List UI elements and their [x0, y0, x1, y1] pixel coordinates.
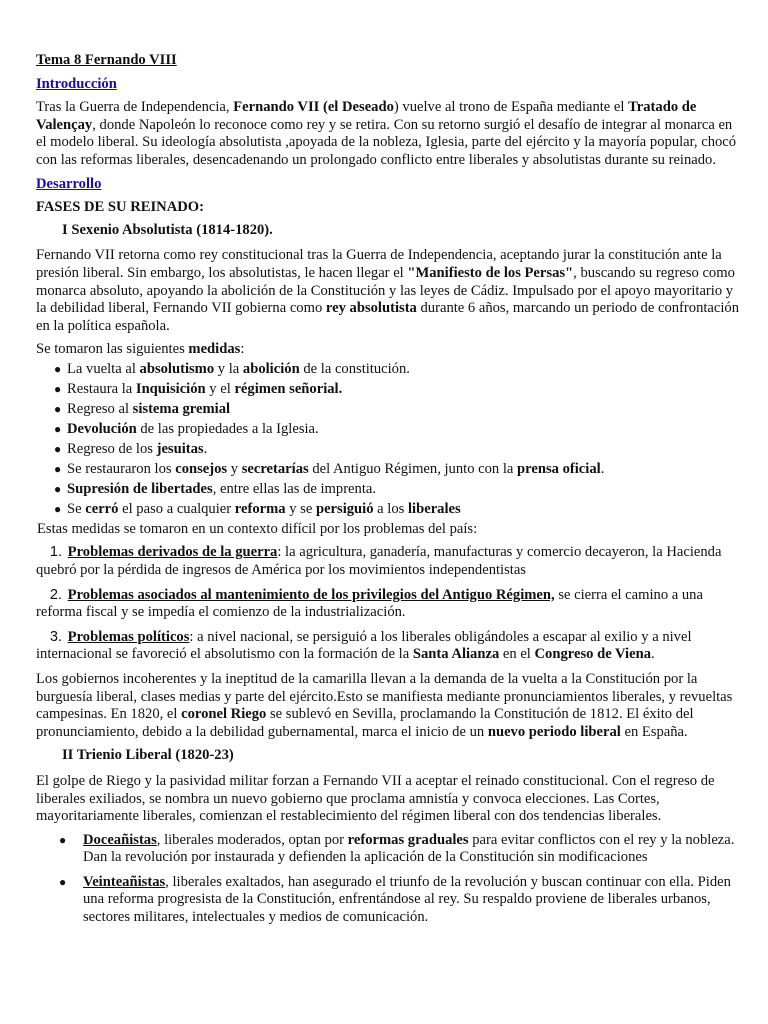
text-run: y el	[205, 380, 235, 397]
text-run: del Antiguo Régimen, junto con la	[308, 460, 518, 477]
bold-run: Santa Alianza	[412, 646, 500, 663]
bold-run: Tratado de Valençay	[36, 99, 697, 133]
document-page	[36, 52, 740, 934]
text-run: en el	[499, 646, 535, 663]
bold-run: "Manifiesto de los Persas"	[407, 264, 574, 281]
item-number: 2.	[49, 586, 62, 603]
problem-item-3	[36, 629, 740, 664]
list-item	[54, 441, 740, 459]
bold-run: abolición	[242, 360, 300, 377]
bold-run: coronel Riego	[181, 706, 267, 723]
introduccion-link[interactable]: Introducción	[36, 75, 117, 92]
item-number: 3.	[49, 628, 62, 645]
bold-run: persiguió	[315, 500, 374, 517]
text-run: Tras la Guerra de Independencia,	[36, 99, 234, 116]
text-run: Se	[67, 500, 86, 517]
trienio-paragraph: El golpe de Riego y la pasividad militar forzan a Fernando VII a aceptar el reinado constitucional. Con el regreso de liberales exiliados, se nombra un nuevo gobierno que proclama amnistía y convoca elecciones. Las Cortes, mayoritariamente liberales, comienzan el restablecimiento del régimen liberal con dos tendencias liberales.	[36, 772, 715, 825]
text-run: Regreso al	[67, 400, 133, 417]
problem-item-1	[36, 544, 740, 579]
sexenio-closing-paragraph	[36, 671, 740, 741]
phases-heading: FASES DE SU REINADO:	[36, 199, 204, 216]
list-item	[54, 461, 740, 479]
text-run: Se tomaron las siguientes	[36, 341, 189, 358]
text-run: y la	[214, 360, 243, 377]
bold-run: nuevo periodo liberal	[487, 723, 621, 740]
text-run: La vuelta al	[67, 360, 140, 377]
list-item	[54, 421, 740, 439]
measures-list	[36, 361, 740, 518]
bold-run: reformas graduales	[347, 831, 469, 848]
context-line: Estas medidas se tomaron en un contexto difícil por los problemas del país:	[37, 520, 478, 537]
text-run: se sublevó en Sevilla, proclamando la Constitución de 1812. El éxito del pronunciamiento, debido a la debilidad gubernamental, marca el inicio de un	[36, 706, 694, 740]
bold-run: Supresión de libertades	[67, 480, 213, 497]
bold-run: cerró	[85, 500, 119, 517]
text-run: ) vuelve al trono de España mediante el	[393, 99, 629, 116]
bold-run: rey absolutista	[325, 300, 417, 317]
text-run: , liberales exaltados, han asegurado el triunfo de la revolución y buscan continuar con ella. Piden una reforma progresista de la Constitución, enfrentándose al rey. Su respaldo proviene de liberales urbanos, sectores militares, intelectuales y medios de comunicación.	[83, 873, 731, 926]
text-run: .	[651, 646, 655, 663]
text-run: para evitar conflictos con el rey y la nobleza. Dan la revolución por instaurada y defienden la aplicación de la Constitución sin modificaciones	[83, 831, 735, 866]
text-run: Los gobiernos incoherentes y la ineptitud de la camarilla llevan a la demanda de la vuelta a la Constitución por la burguesía liberal, clases medias y parte del ejército.Esto se manifiesta mediante pronunciamientos liberales, y revueltas campesinas. En 1820, el	[36, 670, 733, 723]
list-item	[54, 501, 740, 519]
text-run: : a nivel nacional, se persiguió a los liberales obligándoles a escapar al exilio y a nivel internacional se favoreció el absolutismo con la formación de la	[36, 628, 692, 663]
text-run: a los	[373, 500, 408, 517]
intro-paragraph	[36, 99, 740, 169]
bold-run: consejos	[175, 460, 228, 477]
bold-run: régimen señorial.	[234, 380, 343, 397]
problem-title: Problemas asociados al mantenimiento de los privilegios del Antiguo Régimen,	[67, 586, 555, 603]
bold-run: Devolución	[67, 420, 137, 437]
list-item	[83, 832, 740, 867]
text-run: Restaura la	[67, 380, 136, 397]
text-run: el paso a cualquier	[118, 500, 235, 517]
trienio-heading: II Trienio Liberal (1820-23)	[62, 747, 234, 764]
bold-run: secretarías	[241, 460, 309, 477]
list-item	[54, 481, 740, 499]
liberal-groups-list	[36, 832, 740, 927]
desarrollo-link[interactable]: Desarrollo	[36, 175, 102, 192]
text-run: :	[240, 341, 245, 358]
text-run: : la agricultura, ganadería, manufacturas y comercio decayeron, la Hacienda quebró por la pérdida de ingresos de América por los movimientos independentistas	[36, 544, 722, 578]
text-run: de las propiedades a la Iglesia.	[136, 420, 319, 437]
bold-run: jesuitas	[156, 440, 204, 457]
sexenio-paragraph	[36, 247, 740, 335]
text-run: , liberales moderados, optan por	[156, 831, 348, 848]
bold-run: Fernando VII (el Deseado	[233, 99, 394, 116]
text-run: durante 6 años, marcando un periodo de confrontación en la política española.	[36, 300, 740, 334]
text-run: .	[600, 460, 605, 477]
text-run: y se	[285, 500, 316, 517]
bold-run: Congreso de Viena	[534, 646, 652, 663]
bold-run: liberales	[408, 500, 461, 517]
text-run: en España.	[620, 723, 688, 740]
bold-run: absolutismo	[139, 360, 215, 377]
text-run: Fernando VII retorna como rey constitucional tras la Guerra de Independencia, aceptando jurar la constitución ante la presión liberal. Sin embargo, los absolutistas, le hacen llegar el	[36, 247, 722, 281]
text-run: de la constitución.	[299, 360, 410, 377]
group-name: Doceañistas	[83, 831, 157, 848]
group-name: Veinteañistas	[83, 873, 166, 890]
problem-title: Problemas políticos	[67, 628, 190, 645]
problem-title: Problemas derivados de la guerra	[67, 544, 278, 561]
bold-run: Inquisición	[135, 380, 206, 397]
measures-intro	[36, 341, 740, 359]
bold-run: sistema gremial	[132, 400, 231, 417]
text-run: y	[227, 460, 242, 477]
text-run: Regreso de los	[67, 440, 157, 457]
bold-run: prensa oficial	[517, 460, 601, 477]
list-item	[54, 381, 740, 399]
text-run: , buscando su regreso como monarca absoluto, apoyando la abolición de la Constitución y las leyes de Cádiz. Impulsado por el apoyo mayoritario y la debilidad liberal, Fernando VII gobierna como	[36, 264, 735, 317]
text-run: , donde Napoleón lo reconoce como rey y se retira. Con su retorno surgió el desafío de integrar al monarca en el modelo liberal. Su ideología absolutista ,apoyada de la nobleza, Iglesia, parte del ejército y la mayoría popular, chocó con las reformas liberales, desencadenando un prolongado conflicto entre liberales y absolutistas durante su reinado.	[36, 116, 737, 168]
document-title: Tema 8 Fernando VIII	[36, 52, 177, 68]
sexenio-heading: I Sexenio Absolutista (1814-1820).	[62, 221, 273, 238]
text-run: Se restauraron los	[67, 460, 176, 477]
list-item	[54, 361, 740, 379]
problem-item-2	[36, 587, 740, 622]
list-item	[54, 401, 740, 419]
list-item	[83, 874, 740, 927]
bold-run: reforma	[234, 500, 286, 517]
bold-run: medidas	[188, 341, 241, 358]
text-run: se cierra el camino a una reforma fiscal y se impedía el comienzo de la industrialización.	[36, 586, 703, 621]
text-run: , entre ellas las de imprenta.	[212, 480, 377, 497]
text-run: .	[203, 440, 208, 457]
item-number: 1.	[49, 544, 62, 561]
